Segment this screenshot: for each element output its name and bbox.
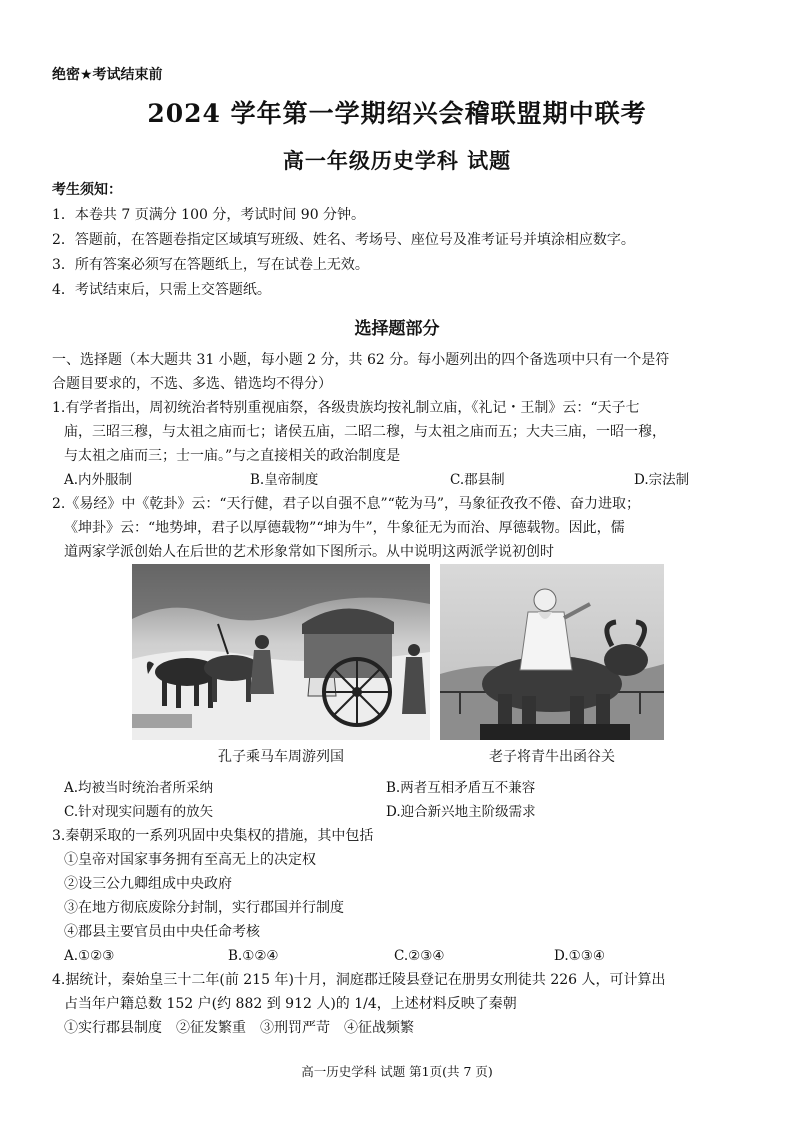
q3-item: ①皇帝对国家事务拥有至高无上的决定权	[64, 852, 316, 868]
q4-items-line: ①实行郡县制度 ②征发繁重 ③刑罚严苛 ④征战频繁	[64, 1020, 414, 1036]
q1-stem-line: 1.有学者指出，周初统治者特别重视庙祭，各级贵族均按礼制立庙，《礼记・王制》云：“天子七	[52, 400, 640, 416]
q3-item: ③在地方彻底废除分封制，实行郡国并行制度	[64, 900, 344, 916]
q1-option-d: D.宗法制	[634, 472, 690, 488]
q1-option-b: B.皇帝制度	[250, 472, 319, 488]
q3-stem: 3.秦朝采取的一系列巩固中央集权的措施，其中包括	[52, 828, 374, 844]
q1-stem-line: 与太祖之庙而三；士一庙。”与之直接相关的政治制度是	[64, 448, 401, 464]
q2-stem-line: 道两家学派创始人在后世的艺术形象常如下图所示。从中说明这两派学说初创时	[64, 544, 554, 560]
q2-stem-line: 《坤卦》云：“地势坤，君子以厚德载物”“坤为牛”，牛象征无为而治、厚德载物。因此，儒	[64, 520, 625, 536]
image-caption-laozi: 老子将青牛出函谷关	[489, 749, 615, 765]
notice-item: 1．本卷共 7 页满分 100 分，考试时间 90 分钟。	[52, 207, 366, 223]
confidential-label: 绝密★考试结束前	[52, 67, 163, 83]
q3-option-a: A.①②③	[64, 948, 115, 964]
q1-option-c: C.郡县制	[450, 472, 505, 488]
q4-stem-line: 4.据统计，秦始皇三十二年(前 215 年)十月，洞庭郡迁陵县登记在册男女刑徒共 226 人，可计算出	[52, 972, 666, 988]
notice-item: 3．所有答案必须写在答题纸上，写在试卷上无效。	[52, 257, 369, 273]
q2-stem-line: 2.《易经》中《乾卦》云：“天行健，君子以自强不息”“乾为马”，马象征孜孜不倦、奋力进取；	[52, 496, 640, 512]
laozi-ox-image	[440, 564, 664, 740]
page-footer: 高一历史学科 试题 第1页(共 7 页)	[301, 1064, 493, 1079]
q2-option-c: C.针对现实问题有的放矢	[64, 804, 214, 820]
q3-item: ②设三公九卿组成中央政府	[64, 876, 232, 892]
q2-option-d: D.迎合新兴地主阶级需求	[386, 804, 536, 820]
q1-option-a: A.内外服制	[64, 472, 133, 488]
q3-option-d: D.①③④	[554, 948, 605, 964]
q4-stem-line: 占当年户籍总数 152 户(约 882 到 912 人)的 1/4，上述材料反映了秦朝	[64, 996, 517, 1012]
exam-title: 2024 学年第一学期绍兴会稽联盟期中联考	[147, 99, 647, 128]
confucius-carriage-image	[132, 564, 430, 740]
q3-option-b: B.①②④	[228, 948, 279, 964]
q1-stem-line: 庙，三昭三穆，与太祖之庙而七；诸侯五庙，二昭二穆，与太祖之庙而五；大夫三庙，一昭一穆，	[64, 424, 666, 440]
q2-option-b: B.两者互相矛盾互不兼容	[386, 780, 536, 796]
exam-subtitle: 高一年级历史学科 试题	[282, 148, 512, 173]
notice-heading: 考生须知：	[52, 182, 122, 198]
instructions-line: 一、选择题（本大题共 31 小题，每小题 2 分，共 62 分。每小题列出的四个备选项中只有一个是符	[52, 352, 670, 368]
instructions-line: 合题目要求的，不选、多选、错选均不得分）	[52, 376, 332, 392]
q2-option-a: A.均被当时统治者所采纳	[64, 780, 214, 796]
notice-item: 4．考试结束后，只需上交答题纸。	[52, 282, 271, 298]
q3-item: ④郡县主要官员由中央任命考核	[64, 924, 260, 940]
section-title: 选择题部分	[354, 319, 440, 339]
notice-item: 2．答题前，在答题卷指定区域填写班级、姓名、考场号、座位号及准考证号并填涂相应数字。	[52, 232, 635, 248]
q3-option-c: C.②③④	[394, 948, 445, 964]
image-caption-confucius: 孔子乘马车周游列国	[218, 749, 344, 765]
